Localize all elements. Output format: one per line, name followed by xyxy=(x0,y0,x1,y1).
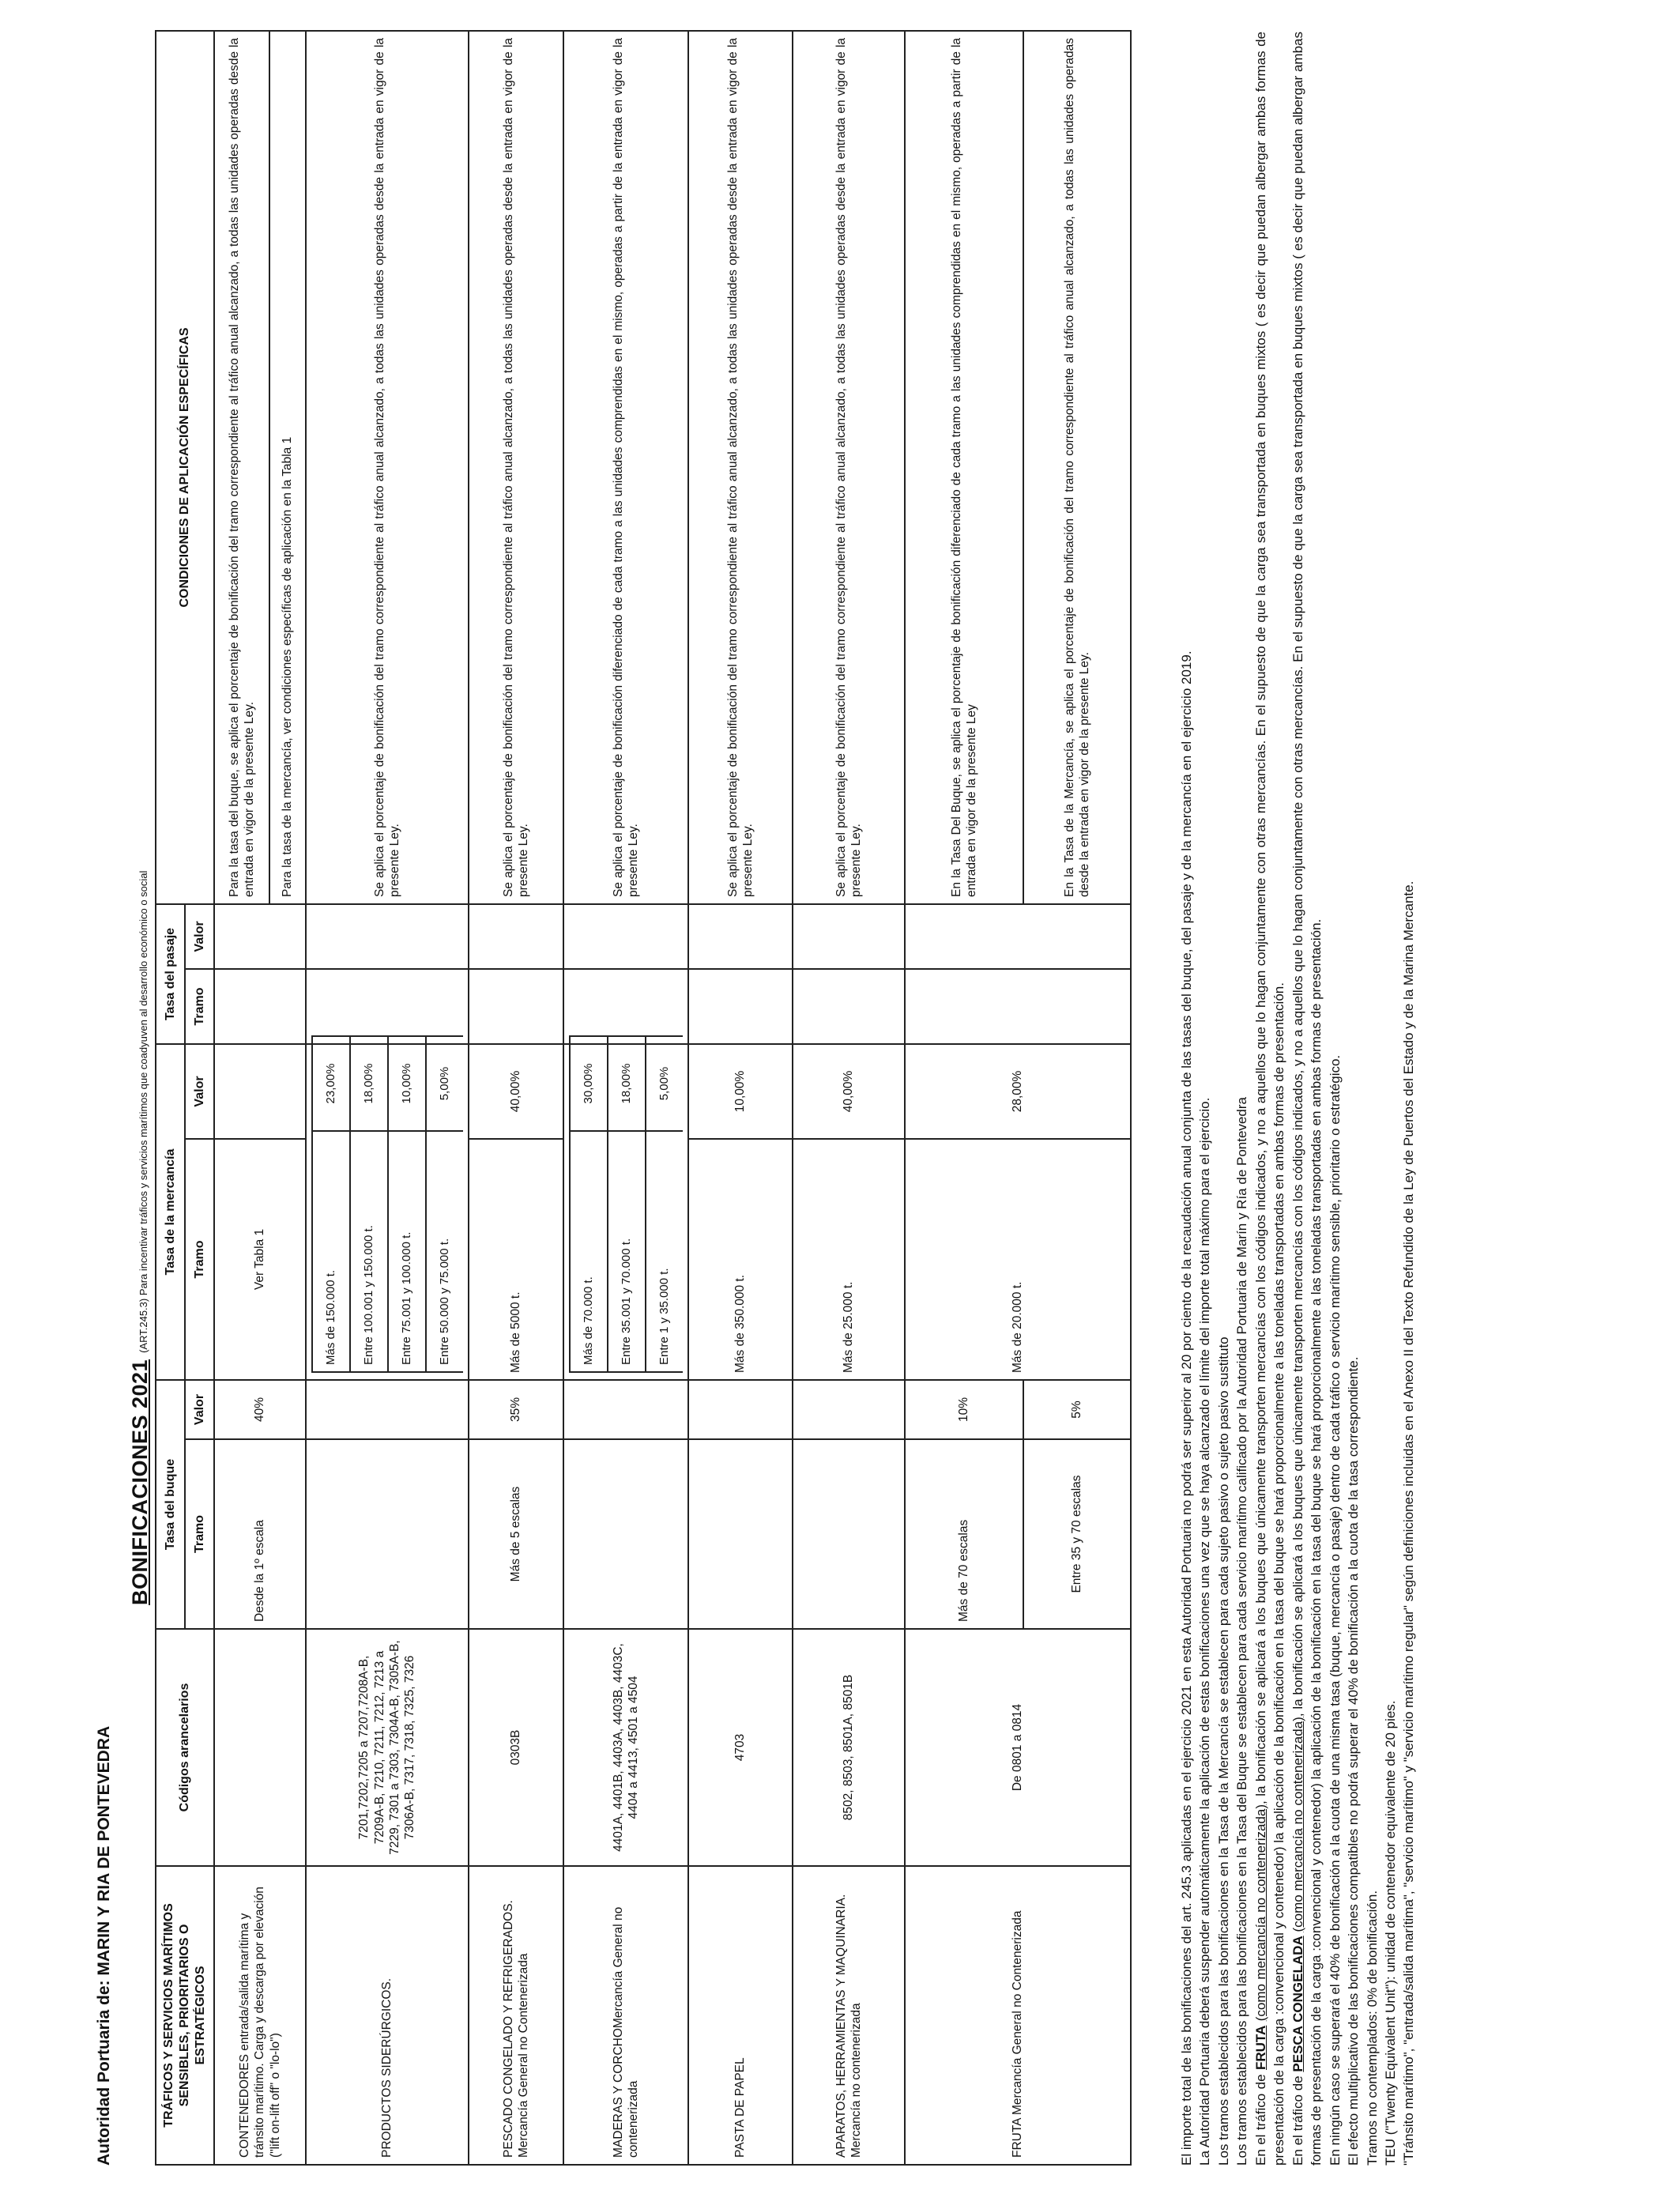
tramo-row xyxy=(646,1036,683,1372)
subheader-buque-tramo: Tramo xyxy=(185,1439,214,1629)
mercancia-valor-cell: 10,00% xyxy=(688,1044,793,1139)
col-header-condiciones: CONDICIONES DE APLICACIÓN ESPECÍFICAS xyxy=(156,31,214,904)
condiciones-cell: En la Tasa de la Mercancía, se aplica el porcentaje de bonificación del tramo correspondiente al tráfico anual alcanzado, a todas las unidades operadas desde la entrada en vigor de la presente Ley. xyxy=(1023,31,1131,904)
tramo-valor: 18,00% xyxy=(350,1036,388,1131)
condiciones-cell: Para la tasa del buque, se aplica el porcentaje de bonificación del tramo correspondiente al tráfico anual alcanzado, a todas las unidades operadas desde la entrada en vigor de la presente Ley. xyxy=(214,31,269,904)
subheader-pasaje-tramo: Tramo xyxy=(185,969,214,1044)
tramo-row xyxy=(570,1036,608,1372)
tramo-label: Entre 1 y 35.000 t. xyxy=(646,1131,683,1372)
note-text: , la bonificación se aplicará a los buques que únicamente transporten mercancías con los códigos indicados, y no a aquellos que lo hagan conjuntamente con otras mercancías. En el supuesto de que la carga sea transportada en buques mixtos ( es decir que puedan albergar ambas formas de presentación de la carga :convencional y contenedor) la aplicación de la bonificación en la tasa del buque se hará proporcionalmente a las toneladas transportadas en ambas formas de presentación. xyxy=(1290,32,1324,2166)
codigos-cell: 4703 xyxy=(688,1629,793,1866)
pasaje-valor-cell xyxy=(563,904,688,969)
note-fruta xyxy=(1252,32,1289,2166)
buque-tramo-cell xyxy=(793,1439,905,1629)
note-underlined: (como mercancía no contenerizada) xyxy=(1290,1717,1305,1932)
trafico-cell: PASTA DE PAPEL xyxy=(688,1866,793,2165)
note: En ningún caso se superará el 40% de bonificación a la cuota de una misma tasa (buque, mercancía o pasaje) dentro de cada tráfico o servicio marítimo sensible, prioritario o estratégico. xyxy=(1327,1054,1343,2166)
buque-valor-cell xyxy=(306,1380,469,1439)
buque-tramo-cell: Entre 35 y 70 escalas xyxy=(1023,1439,1131,1629)
pasaje-tramo-cell xyxy=(214,969,306,1044)
buque-valor-cell xyxy=(793,1380,905,1439)
note: Los tramos establecidos para las bonificaciones en la Tasa de la Mercancía se establecen para cada sujeto pasivo o sujeto pasivo sustituto xyxy=(1215,1336,1231,2166)
tramo-valor: 5,00% xyxy=(646,1036,683,1131)
mercancia-tramos-list xyxy=(569,1035,683,1373)
note-underlined: (como mercancía no contenerizada) xyxy=(1252,1804,1268,2022)
subheader-mercancia-tramo: Tramo xyxy=(185,1139,214,1380)
trafico-cell: PESCADO CONGELADO Y REFRIGERADOS. Mercancía General no Contenerizada xyxy=(469,1866,563,2165)
pasaje-tramo-cell xyxy=(469,969,563,1044)
table-row xyxy=(793,31,905,2165)
trafico-cell: APARATOS, HERRAMIENTAS Y MAQUINARIA. Mercancía no contenerizada xyxy=(793,1866,905,2165)
title-subtitle: (ART.245.3) Para incentivar tráficos y servicios marítimos que coadyuven al desarrollo económico o social xyxy=(137,870,149,1353)
buque-tramo-cell xyxy=(688,1439,793,1629)
buque-valor-cell: 40% xyxy=(214,1380,306,1439)
tramo-label: Más de 150.000 t. xyxy=(312,1131,350,1372)
codigos-cell: 7201,7202,7205 a 7207,7208A-B, 7209A-B, 7210, 7211, 7212, 7213 a 7229, 7301 a 7303, 7304A-B, 7305A-B, 7306A-B, 7317, 7318, 7325, 7326 xyxy=(306,1629,469,1866)
table-row xyxy=(563,31,688,2165)
trafico-cell: FRUTA Mercancía General no Contenerizada xyxy=(905,1866,1131,2165)
buque-tramo-cell: Más de 70 escalas xyxy=(905,1439,1023,1629)
trafico-cell: MADERAS Y CORCHOMercancía General no contenerizada xyxy=(563,1866,688,2165)
tramo-valor: 18,00% xyxy=(608,1036,646,1131)
mercancia-valor-cell: 40,00% xyxy=(793,1044,905,1139)
mercancia-tramos-list xyxy=(311,1035,463,1373)
tramo-label: Entre 35.001 y 70.000 t. xyxy=(608,1131,646,1372)
pasaje-valor-cell xyxy=(214,904,306,969)
tramo-row xyxy=(388,1036,426,1372)
buque-valor-cell: 35% xyxy=(469,1380,563,1439)
note: TEU ("Twenty Equivalent Unit"): unidad de contenedor equivalente de 20 pies. xyxy=(1382,1700,1398,2166)
buque-tramo-cell xyxy=(563,1439,688,1629)
tramo-row xyxy=(312,1036,350,1372)
buque-tramo-cell: Desde la 1º escala xyxy=(214,1439,306,1629)
pasaje-valor-cell xyxy=(306,904,469,969)
condiciones-cell: Para la tasa de la mercancía, ver condiciones específicas de aplicación en la Tabla 1 xyxy=(269,31,306,904)
bonificaciones-table xyxy=(155,30,1132,2166)
pasaje-tramo-cell xyxy=(688,969,793,1044)
note-text: En el tráfico de xyxy=(1290,2071,1305,2166)
mercancia-tramos-cell xyxy=(306,1044,469,1380)
buque-valor-cell: 5% xyxy=(1023,1380,1131,1439)
trafico-cell: CONTENEDORES entrada/salida marítima y tránsito marítimo. Carga y descarga por elevación ("lift on-lift off" o "lo-lo") xyxy=(214,1866,306,2165)
tramo-label: Entre 75.001 y 100.000 t. xyxy=(388,1131,426,1372)
tramo-valor: 23,00% xyxy=(312,1036,350,1131)
table-row xyxy=(306,31,469,2165)
note: La Autoridad Portuaria deberá suspender automáticamente la aplicación de estas bonificaciones una vez que se haya alcanzado el límite del importe total máximo para el ejercicio. xyxy=(1197,1097,1213,2166)
col-header-tasa-buque: Tasa del buque xyxy=(156,1380,185,1629)
col-header-traficos: TRÁFICOS Y SERVICIOS MARÍTIMOS SENSIBLES, PRIORITARIOS O ESTRATÉGICOS xyxy=(156,1866,214,2165)
condiciones-cell: Se aplica el porcentaje de bonificación diferenciado de cada tramo a las unidades comprendidas en el mismo, operadas a partir de la entrada en vigor de la presente Ley. xyxy=(563,31,688,904)
note: Tramos no contemplados: 0% de bonificación. xyxy=(1364,1890,1380,2166)
condiciones-cell: En la Tasa Del Buque, se aplica el porcentaje de bonificación diferenciado de cada tramo a las unidades comprendidas en el mismo, operadas a partir de la entrada en vigor de la presente Ley xyxy=(905,31,1023,904)
tramo-row xyxy=(608,1036,646,1372)
tramo-label: Entre 100.001 y 150.000 t. xyxy=(350,1131,388,1372)
tramo-row xyxy=(350,1036,388,1372)
page-title xyxy=(128,871,153,1605)
table-row xyxy=(214,31,269,2165)
condiciones-cell: Se aplica el porcentaje de bonificación del tramo correspondiente al tráfico anual alcanzado, a todas las unidades operadas desde la entrada en vigor de la presente Ley. xyxy=(793,31,905,904)
codigos-cell: De 0801 a 0814 xyxy=(905,1629,1131,1866)
codigos-cell: 0303B xyxy=(469,1629,563,1866)
buque-tramo-cell xyxy=(306,1439,469,1629)
subheader-pasaje-valor: Valor xyxy=(185,904,214,969)
note-text: En el tráfico de xyxy=(1252,2070,1268,2166)
condiciones-cell: Se aplica el porcentaje de bonificación del tramo correspondiente al tráfico anual alcanzado, a todas las unidades operadas desde la entrada en vigor de la presente Ley. xyxy=(469,31,563,904)
note: El importe total de las bonificaciones del art. 245.3 aplicadas en el ejercicio 2021 en esta Autoridad Portuaria no podrá ser superior al 20 por ciento de la recaudación anual conjunta de las tasas del buque, del pasaje y de la mercancía en el ejercicio 2019. xyxy=(1179,650,1194,2166)
table-row xyxy=(688,31,793,2165)
mercancia-tramo-cell: Más de 20.000 t. xyxy=(905,1139,1131,1380)
col-header-codigos: Códigos arancelarios xyxy=(156,1629,214,1866)
pasaje-valor-cell xyxy=(905,904,1131,969)
tramo-valor: 5,00% xyxy=(426,1036,463,1131)
note-pesca xyxy=(1289,32,1326,2166)
mercancia-tramo-cell: Más de 5000 t. xyxy=(469,1139,563,1380)
tramo-valor: 10,00% xyxy=(388,1036,426,1131)
header-row xyxy=(156,31,185,2165)
buque-valor-cell: 10% xyxy=(905,1380,1023,1439)
pasaje-tramo-cell xyxy=(563,969,688,1044)
pasaje-valor-cell xyxy=(793,904,905,969)
tramo-label: Entre 50.000 y 75.000 t. xyxy=(426,1131,463,1372)
pasaje-tramo-cell xyxy=(905,969,1131,1044)
table-row xyxy=(905,31,1023,2165)
buque-tramo-cell: Más de 5 escalas xyxy=(469,1439,563,1629)
mercancia-tramo-cell: Ver Tabla 1 xyxy=(214,1139,306,1380)
buque-valor-cell xyxy=(688,1380,793,1439)
pasaje-valor-cell xyxy=(469,904,563,969)
title-text: BONIFICACIONES 2021 xyxy=(128,1359,152,1605)
mercancia-valor-cell xyxy=(214,1044,306,1139)
pasaje-tramo-cell xyxy=(306,969,469,1044)
col-header-tasa-mercancia: Tasa de la mercancía xyxy=(156,1044,185,1380)
condiciones-cell: Se aplica el porcentaje de bonificación del tramo correspondiente al tráfico anual alcanzado, a todas las unidades operadas desde la entrada en vigor de la presente Ley. xyxy=(306,31,469,904)
mercancia-tramos-cell xyxy=(563,1044,688,1380)
codigos-cell: 4401A, 4401B, 4403A, 4403B, 4403C, 4404 a 4413, 4501 a 4504 xyxy=(563,1629,688,1866)
note-keyword: PESCA CONGELADA xyxy=(1290,1936,1305,2072)
trafico-cell: PRODUCTOS SIDERÚRGICOS. xyxy=(306,1866,469,2165)
codigos-cell xyxy=(214,1629,306,1866)
table-row xyxy=(469,31,563,2165)
mercancia-valor-cell: 40,00% xyxy=(469,1044,563,1139)
mercancia-valor-cell: 28,00% xyxy=(905,1044,1131,1139)
mercancia-tramo-cell: Más de 25.000 t. xyxy=(793,1139,905,1380)
tramo-row xyxy=(426,1036,463,1372)
col-header-tasa-pasaje: Tasa del pasaje xyxy=(156,904,185,1044)
mercancia-tramo-cell: Más de 350.000 t. xyxy=(688,1139,793,1380)
subheader-mercancia-valor: Valor xyxy=(185,1044,214,1139)
note: Los tramos establecidos para las bonificaciones en la Tasa del Buque se establecen para cada servicio marítimo calificado por la Autoridad Portuaria de Marín y Ría de Pontevedra xyxy=(1234,1097,1250,2166)
note-text: , la bonificación se aplicará a los buques que únicamente transporten mercancías con los códigos indicados, y no a aquellos que lo hagan conjuntamente con otras mercancías. En el supuesto de que la carga sea transportada en buques mixtos ( es decir que puedan albergar ambas formas de presentación de la carga :convencional y contenedor) la aplicación de la bonificación en la tasa del buque se hará proporcionalmente a las toneladas transportadas en ambas formas de presentación. xyxy=(1252,32,1287,2166)
pasaje-tramo-cell xyxy=(793,969,905,1044)
pasaje-valor-cell xyxy=(688,904,793,969)
authority-heading: Autoridad Portuaria de: MARIN Y RIA DE PONTEVEDRA xyxy=(95,1725,113,2166)
tramo-label: Más de 70.000 t. xyxy=(570,1131,608,1372)
notes-section xyxy=(1177,32,1418,2166)
note: El efecto multiplicativo de las bonificaciones compatibles no podrá superar el 40% de bonificación a la cuota de la tasa correspondiente. xyxy=(1346,1356,1362,2166)
subheader-buque-valor: Valor xyxy=(185,1380,214,1439)
note: "Tránsito marítimo", "entrada/salida marítima", "servicio marítimo" y "servicio marítimo regular" según definiciones incluidas en el Anexo II del Texto Refundido de la Ley de Puertos del Estado y de la Marina Mercante. xyxy=(1401,880,1417,2166)
note-keyword: FRUTA xyxy=(1252,2025,1268,2071)
buque-valor-cell xyxy=(563,1380,688,1439)
tramo-valor: 30,00% xyxy=(570,1036,608,1131)
codigos-cell: 8502, 8503, 8501A, 8501B xyxy=(793,1629,905,1866)
condiciones-cell: Se aplica el porcentaje de bonificación del tramo correspondiente al tráfico anual alcanzado, a todas las unidades operadas desde la entrada en vigor de la presente Ley. xyxy=(688,31,793,904)
